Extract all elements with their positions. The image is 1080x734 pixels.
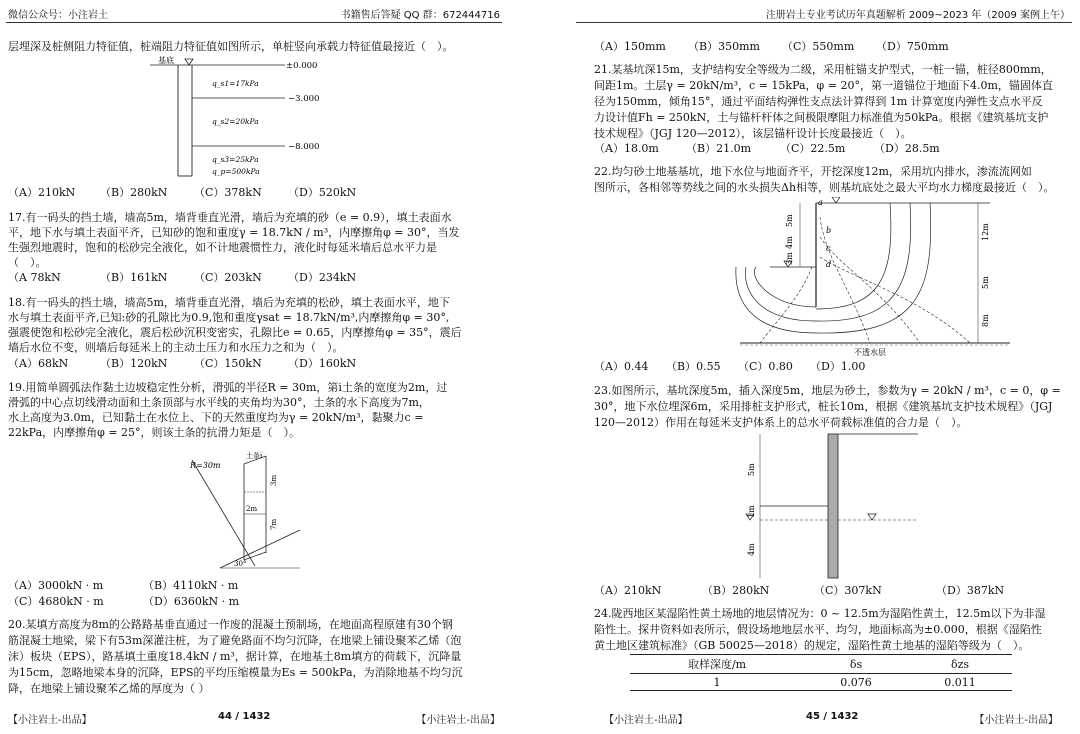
q21-line-1: 21.某基坑深15m，支护结构安全等级为二级，采用桩锚支护型式，一桩一锚，桩径800mm， [594, 63, 1052, 76]
table-cell-dzs: 0.011 [944, 675, 976, 689]
q18-option-d[interactable]: （D）160kN [288, 357, 357, 370]
page-number: 45 / 1432 [806, 711, 859, 722]
table-header-row [630, 655, 1012, 674]
table-cell-depth: 1 [713, 675, 721, 689]
q18-line-2: 水与填土表面平齐,已知:砂的孔隙比为0.9,饱和重度γsat = 18.7kN/m³,内摩擦角φ = 30°, [8, 311, 450, 324]
q16-option-b[interactable]: （B）280kN [100, 186, 168, 199]
fig-strip: 土条i [246, 452, 263, 460]
page-header [576, 4, 1072, 23]
q20-line-2: 筋混凝土地梁，梁下有53m深灌注桩，为了避免路面不均匀沉降，在地梁上铺设聚苯乙烯（泡 [8, 634, 462, 647]
fig-dim-3: 3m [785, 252, 794, 265]
q21-option-c[interactable]: （C）22.5m [780, 142, 846, 155]
q17-option-a[interactable]: （A 78kN [8, 271, 61, 284]
q20-line-1: 20.某填方高度为8m的公路路基垂直通过一作废的混凝土预制场，在地面高程原建有30个钢 [8, 618, 453, 631]
q22-option-b[interactable]: （B）0.55 [666, 360, 721, 373]
q16-options [8, 185, 356, 201]
fig-label-a: a [818, 198, 823, 207]
q23-option-d[interactable]: （D）387kN [936, 584, 1005, 597]
page-number: 44 / 1432 [218, 711, 271, 722]
q16-option-d[interactable]: （D）520kN [288, 186, 357, 199]
q21-options [594, 141, 940, 157]
q18-option-c[interactable]: （C）150kN [194, 357, 262, 370]
q20-option-c[interactable]: （C）550mm [782, 40, 855, 53]
fig-elev-0: ±0.000 [286, 61, 318, 71]
q24-line-2: 陷性土。探井资料如表所示，假设场地地层水平、均匀，地面标高为±0.000，根据《湿陷性 [594, 623, 1042, 636]
q20-line-5: 降，在地梁上铺设聚苯乙烯的厚度为（ ） [8, 682, 210, 695]
page-footer [576, 709, 1072, 725]
fig-angle: 30° [234, 560, 247, 568]
q19-line-1: 19.用简单圆弧法作黏土边坡稳定性分析，滑弧的半径R = 30m，第i土条的宽度为2m，过 [8, 381, 448, 394]
fig-label-base: 基底 [158, 56, 174, 65]
q23-option-b[interactable]: （B）280kN [702, 584, 770, 597]
q17-line-4: （ ）。 [8, 256, 47, 269]
q22-line-2: 图所示，各相邻等势线之间的水头损失Δh相等，则基坑底处之最大平均水力梯度最接近（ ）。 [594, 181, 1055, 194]
q22-options [594, 359, 865, 375]
q23-line-3: 120—2012）作用在每延米支护体系上的总水平荷载标准值的合力是（ ）。 [594, 416, 968, 429]
q20-line-3: 沫）板块（EPS），路基填土重度18.4kN / m³，据计算，在地基土8m填方的荷载下，沉降量 [8, 650, 462, 663]
q22-option-c[interactable]: （C）0.80 [738, 360, 793, 373]
q22-line-1: 22.均匀砂土地基基坑，地下水位与地面齐平，开挖深度12m，采用坑内排水，渗流流网如 [594, 165, 1032, 178]
q21-line-5: 技术规程》（JGJ 120—2012），该层锚杆设计长度最接近（ ）。 [594, 127, 912, 140]
q18-line-3: 强震使饱和松砂完全液化，震后松砂沉积变密实，孔隙比e = 0.65，内摩擦角φ = 35°，震后 [8, 326, 462, 339]
q16-pile-figure [140, 54, 390, 184]
footer-brand-left: 【小注岩土-出品】 [8, 715, 92, 726]
q21-line-3: 径为150mm，倾角15°，通过平面结构弹性支点法计算得到 1m 计算宽度内弹性支点水平反 [594, 95, 1043, 108]
q19-line-4: 22kPa，内摩擦角φ = 25°，则该土条的抗滑力矩是（ ）。 [8, 426, 301, 439]
q17-option-d[interactable]: （D）234kN [288, 271, 357, 284]
fig-radius: R=30m [190, 461, 221, 470]
q19-slope-figure [160, 448, 310, 574]
q24-line-1: 24.陇西地区某湿陷性黄土场地的地层情况为：0 ~ 12.5m为湿陷性黄土，12.5m以下为非湿 [594, 607, 1046, 620]
footer-brand-left: 【小注岩土-出品】 [604, 715, 688, 726]
q19-option-b[interactable]: （B）4110kN · m [143, 579, 239, 592]
fig-impervious: 不透水层 [854, 348, 886, 357]
q19-line-2: 滑弧的中心点切线滑动面和土条顶部与水平线的夹角均为30°，土条的水下高度为7m， [8, 396, 430, 409]
page-footer [6, 709, 502, 725]
q18-options [8, 356, 356, 372]
q20-option-d[interactable]: （D）750mm [876, 40, 949, 53]
fig-dim-2: 1m [747, 505, 756, 518]
q20-option-b[interactable]: （B）350mm [688, 40, 760, 53]
fig-dim-1: 5m [747, 463, 756, 476]
fig-h-above: 3m [270, 474, 278, 486]
q23-line-1: 23.如图所示，基坑深度5m，插入深度5m，地层为砂土，参数为γ = 20kN / m³，c = 0，φ = [594, 384, 1061, 397]
page-header [6, 4, 502, 23]
q18-line-4: 墙后水位不变，则墙后每延米上的主动土压力和水压力之和为（ ）。 [8, 341, 344, 354]
fig-h-below: 7m [270, 518, 278, 530]
q16-option-a[interactable]: （A）210kN [8, 186, 76, 199]
q20-options [594, 39, 949, 55]
q21-option-d[interactable]: （D）28.5m [874, 142, 940, 155]
q17-line-3: 生强烈地震时，饱和的松砂完全液化，如不计地震惯性力，液化时每延米墙后总水平力是 [8, 241, 437, 254]
q23-pile-figure [740, 432, 920, 580]
fig-elev-2: −8.000 [288, 142, 320, 152]
footer-brand-right: 【小注岩土-出品】 [974, 715, 1058, 726]
right-page [570, 0, 1080, 734]
fig-dim-4: 12m [981, 223, 990, 241]
q19-options-row1 [8, 578, 238, 594]
q16-text: 层埋深及桩侧阻力特征值，桩端阻力特征值如图所示，单桩竖向承载力特征值最接近（ ）。 [8, 40, 454, 53]
q23-options [594, 583, 1004, 599]
q22-option-d[interactable]: （D）1.00 [810, 360, 866, 373]
fig-label-d: d [826, 260, 832, 269]
table-header-depth: 取样深度/m [630, 655, 804, 674]
q19-option-d[interactable]: （D）6360kN · m [143, 595, 240, 608]
q23-option-c[interactable]: （C）307kN [814, 584, 882, 597]
left-page [0, 0, 510, 734]
q19-option-a[interactable]: （A）3000kN · m [8, 579, 104, 592]
fig-dim-6: 8m [981, 314, 990, 327]
q17-line-1: 17.有一码头的挡土墙，墙高5m，墙背垂直光滑，墙后为充填的砂（e = 0.9），填土表面水 [8, 211, 452, 224]
table-row [630, 674, 1012, 691]
q17-options [8, 270, 356, 286]
q19-line-3: 水上高度为3.0m，已知黏土在水位上、下的天然重度均为γ = 20kN/m³，黏聚力c = [8, 411, 424, 424]
fig-elev-1: −3.000 [288, 94, 320, 104]
q21-option-b[interactable]: （B）21.0m [686, 142, 752, 155]
fig-qs3: q_s3=25kPa [212, 155, 259, 164]
q24-line-3: 黄土地区建筑标准》（GB 50025—2018）的规定，湿陷性黄土地基的湿陷等级为（ ）。 [594, 639, 1030, 652]
q21-line-2: 间距1m。土层γ = 20kN/m³，c = 15kPa，φ = 20°，第一道锚位于地面下4.0m，锚固体直 [594, 79, 1053, 92]
q17-option-c[interactable]: （C）203kN [194, 271, 262, 284]
q21-option-a[interactable]: （A）18.0m [594, 142, 659, 155]
fig-qs1: q_s1=17kPa [212, 79, 259, 88]
table-header-dzs: δzs [908, 655, 1012, 674]
fig-dim-5: 5m [981, 276, 990, 289]
q22-flownet-figure [730, 197, 1020, 357]
q24-data-table [630, 654, 1012, 691]
fig-label-b: b [826, 226, 832, 235]
fig-width: 2m [246, 505, 258, 513]
q20-option-a[interactable]: （A）150mm [594, 40, 666, 53]
fig-label-c: c [826, 244, 831, 253]
fig-qp: q_p=500kPa [212, 167, 260, 176]
q21-line-4: 力设计值Fh = 250kN，土与锚杆杆体之间极限摩阻力标准值为50kPa。根据《建筑基坑支护 [594, 111, 1049, 124]
q16-option-c[interactable]: （C）378kN [194, 186, 262, 199]
q18-line-1: 18.有一码头的挡土墙，墙高5m，墙背垂直光滑，墙后为充填的松砂，填土表面水平，地下 [8, 296, 450, 309]
table-header-ds: δs [804, 655, 908, 674]
footer-brand-right: 【小注岩土-出品】 [416, 715, 500, 726]
fig-dim-2: 4m [785, 236, 794, 249]
q19-option-c[interactable]: （C）4680kN · m [8, 595, 104, 608]
q23-line-2: 30°，地下水位埋深6m，采用排桩支护形式，桩长10m，根据《建筑基坑支护技术规程》（JGJ [594, 400, 1053, 413]
q20-line-4: 为15cm，忽略地梁本身的沉降，EPS的平均压缩模量为Es = 500kPa，为消除地基不均匀沉 [8, 666, 463, 679]
q22-option-a[interactable]: （A）0.44 [594, 360, 649, 373]
q23-option-a[interactable]: （A）210kN [594, 584, 662, 597]
fig-dim-1: 5m [785, 214, 794, 227]
header-qq-group: 书籍售后答疑 QQ 群：672444716 [340, 10, 500, 21]
table-cell-ds: 0.076 [840, 675, 872, 689]
q17-line-2: 平，地下水与填土表面平齐，已知砂的饱和重度γ = 18.7kN / m³，内摩擦角φ = 30°，当发 [8, 226, 460, 239]
q19-options-row2 [8, 594, 239, 610]
q18-option-a[interactable]: （A）68kN [8, 357, 69, 370]
q18-option-b[interactable]: （B）120kN [100, 357, 168, 370]
fig-dim-3: 4m [747, 543, 756, 556]
q17-option-b[interactable]: （B）161kN [100, 271, 168, 284]
header-wechat: 微信公众号：小注岩土 [8, 10, 108, 21]
header-book-title: 注册岩土专业考试历年真题解析 2009~2023 年（2009 案例上午） [765, 10, 1070, 21]
fig-qs2: q_s2=20kPa [212, 117, 259, 126]
